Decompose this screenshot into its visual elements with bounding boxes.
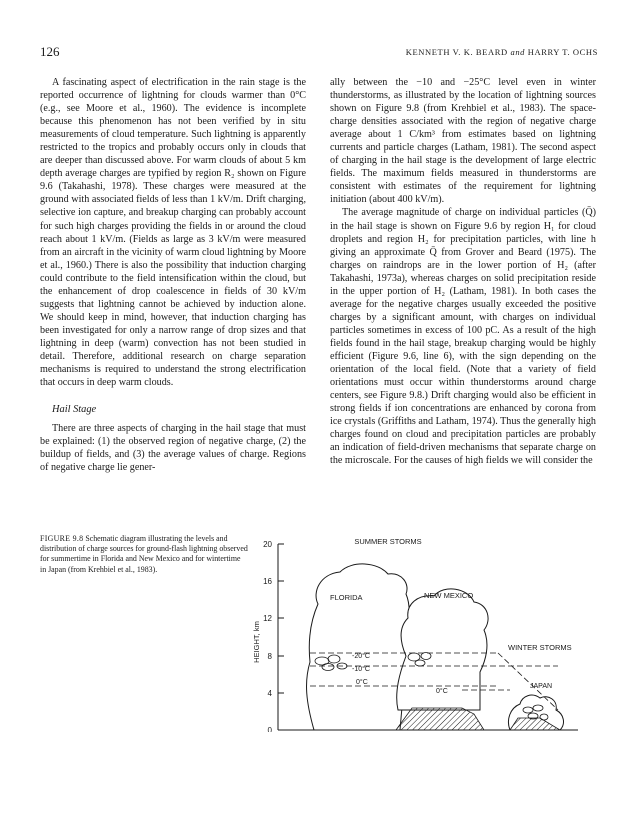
figure-caption (40, 534, 248, 575)
running-head-tail: HARRY T. OCHS (527, 47, 598, 57)
isotherm-zero-japan-label: 0°C (436, 688, 448, 695)
right-paragraph-2: The average magnitude of charge on individual particles (Q̄) in the hail stage is shown on Figure 9.6 by region H₁ for cloud droplets and region H₂ for precipitation particles, with line h giving an approximate Q̄ from Grover and Beard (1975). The charges on raindrops are in the lower portion of H₂ (after Takahashi, 1973a), whereas charges on solid precipitation reside in the upper portion of H₂ (Latham, 1981). In both cases the average for the negative charges usually exceeded the positive charges by a significant amount, with charges on individual particles sometimes in excess of 100 pC. As a result of the high fields found in the hail stage, breakup charging would be highly efficient (Figure 9.6, line 6), with the sign depending on the orientation of the local field. (Note that a variety of field orientations must occur within thunderstorms around charge centers, see Figure 9.8.) Drift charging would also be efficient in strong fields if ion concentrations are enhanced by corona from ice crystals (Griffiths and Latham, 1974). Thus the generally high charges found on cloud and precipitation particles are probably an indication of field-driven mechanisms that separate charge on the microscale. For the causes of high fields we will consider the (330, 207, 596, 467)
new-mexico-label: NEW MEXICO (424, 591, 474, 600)
right-paragraph-1: ally between the −10 and −25°C level even in winter thunderstorms, as illustrated by the location of lightning sources shown on Figure 9.8 (from Krehbiel et al., 1983). The space-charge densities associated with the region of negative charge average about 1 C/km³ from estimates based on lightning currents and particle charges (Latham, 1981). The second aspect of charging in the hail stage is the development of large electric fields. The maximum fields measured in thunderstorms are consistent with estimates of the requirement for lightning initiation (about 400 kV/m). (330, 77, 596, 206)
running-head (406, 47, 598, 57)
figure-caption-text: Schematic diagram illustrating the levels and distribution of charge sources for ground-flash lightning observed for summertime in Florida and New Mexico and for wintertime in Japan (from Krehbiel et al., 1983). (40, 534, 248, 574)
y-tick-label-0: 0 (267, 726, 272, 732)
y-tick-marks (278, 544, 284, 693)
winter-storms-label: WINTER STORMS (508, 643, 572, 652)
left-paragraph-1: A fascinating aspect of electrification in the rain stage is the reported occurrence of lightning for clouds warmer than 0°C (e.g., see Moore et al., 1960). The evidence is incomplete because this phenomenon has not been verified by in situ measurements of cloud temperature. Such lightning is apparently restricted to the tropics and probably occurs only in clouds that are deeper than discussed above. For warm clouds of about 5 km depth average charges are typified by region R₂ shown on Figure 9.6 (Takahashi, 1978). These charges were measured at the ground with associated fields of less than 1 kV/m. Drift charging, selective ion capture, and breakup charging can probably account for such high charges providing the fields in or around the cloud reach about 1 kV/m. (Fields as large as 3 kV/m were measured from an aircraft in the vicinity of warm cloud lightning by Moore et al., 1960.) There is also the possibility that induction charging could contribute to the field intensification within the cloud, but the enhancement of drop coalescence in fields of 30 kV/m suggests that lightning cannot be achieved by induction alone. We should keep in mind, however, that induction charging has been investigated for only a narrow range of drop sizes and that lightning in deep (warm) convection has not been studied in detail. Therefore, additional research on charge separation mechanisms is required to understand the strong electrification that occurs in deep warm clouds. (40, 77, 306, 389)
left-paragraph-2: There are three aspects of charging in the hail stage that must be explained: (1) the observed region of negative charge, (2) the buildup of fields, and (3) the average values of charge. Regions of negative charge lie gener- (40, 423, 306, 474)
right-column (330, 76, 596, 467)
isotherm-minus10-label: -10°C (352, 666, 370, 673)
y-tick-label-4: 4 (267, 689, 272, 698)
running-head-and: and (510, 47, 526, 57)
running-head-authors: KENNETH V. K. BEARD (405, 47, 508, 57)
new-mexico-terrain-hatch (396, 708, 484, 730)
florida-cloud-outline (307, 564, 410, 730)
section-heading-hail-stage: Hail Stage (52, 404, 97, 416)
isotherm-zero-label: 0°C (356, 679, 368, 686)
y-tick-label-20: 20 (263, 540, 272, 549)
y-tick-label-12: 12 (263, 614, 272, 623)
isotherm-minus20-label: -20°C (352, 653, 370, 660)
left-column (40, 76, 306, 474)
figure-caption-label: FIGURE 9.8 (40, 534, 84, 543)
y-tick-label-16: 16 (263, 577, 272, 586)
page-number: 126 (40, 44, 60, 59)
florida-label: FLORIDA (330, 593, 363, 602)
japan-label: JAPAN (530, 683, 553, 690)
summer-storms-title: SUMMER STORMS (354, 537, 422, 546)
y-axis-label: HEIGHT, km (252, 621, 261, 663)
figure-9-8-diagram (248, 532, 588, 732)
y-tick-label-8: 8 (267, 652, 272, 661)
